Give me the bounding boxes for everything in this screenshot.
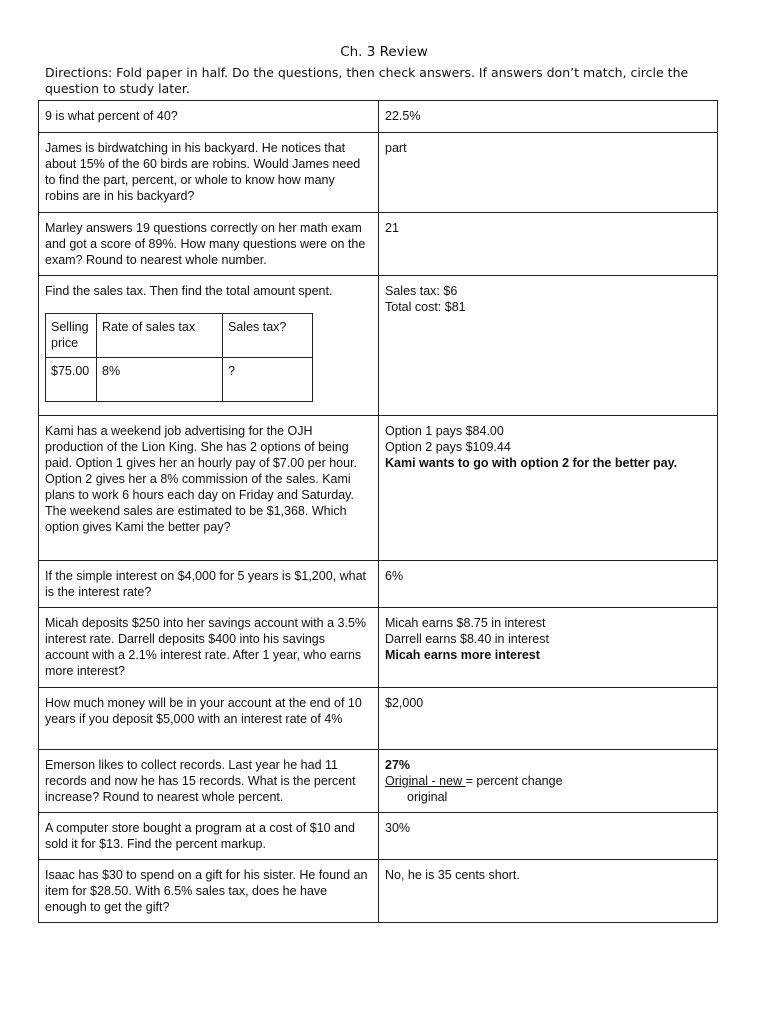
question-cell: James is birdwatching in his backyard. He notices that about 15% of the 60 birds are robins. Would James need to find the part, percent, or whole to know how many robins are in his backyard? (39, 133, 379, 213)
rate-value: 8% (97, 358, 223, 402)
sales-tax-value-row (46, 358, 313, 402)
question-cell: How much money will be in your account at the end of 10 years if you deposit $5,000 with an interest rate of 4% (39, 688, 379, 750)
sales-tax-header-row (46, 314, 313, 358)
question-cell: Kami has a weekend job advertising for the OJH production of the Lion King. She has 2 options of being paid. Option 1 gives her an hourly pay of $7.00 per hour. Option 2 gives her a 8% commission of the sales. Kami plans to work 6 hours each day on Friday and Saturday. The weekend sales are estimated to be $1,368. Which option gives Kami the better pay? (39, 416, 379, 561)
selling-price-header: Selling price (46, 314, 97, 358)
sales-tax-header: Sales tax? (223, 314, 313, 358)
answer-cell (379, 416, 718, 561)
sales-tax-table (45, 313, 313, 402)
answer-cell: 6% (379, 561, 718, 608)
table-row (39, 276, 718, 416)
page-title: Ch. 3 Review (340, 44, 428, 60)
question-cell (39, 276, 379, 416)
answer-line: Total cost: $81 (385, 300, 466, 314)
answer-conclusion: Micah earns more interest (385, 648, 540, 662)
formula-denominator: original (407, 790, 448, 804)
answer-cell: No, he is 35 cents short. (379, 860, 718, 923)
table-row (39, 213, 718, 276)
formula-numerator: Original - new (385, 774, 466, 788)
question-cell: 9 is what percent of 40? (39, 101, 379, 133)
table-row (39, 416, 718, 561)
formula-result: = percent change (465, 774, 563, 788)
table-row (39, 101, 718, 133)
question-cell: Marley answers 19 questions correctly on her math exam and got a score of 89%. How many questions were on the exam? Round to nearest whole number. (39, 213, 379, 276)
answer-conclusion: 27% (385, 758, 411, 772)
question-cell: Emerson likes to collect records. Last year he had 11 records and now he has 15 records. What is the percent increase? Round to nearest whole percent. (39, 750, 379, 813)
answer-line: Option 2 pays $109.44 (385, 440, 511, 454)
question-cell: If the simple interest on $4,000 for 5 years is $1,200, what is the interest rate? (39, 561, 379, 608)
answer-cell: 30% (379, 813, 718, 860)
answer-line: Option 1 pays $84.00 (385, 424, 504, 438)
review-table (38, 100, 718, 923)
table-row (39, 688, 718, 750)
table-row (39, 750, 718, 813)
answer-cell: 21 (379, 213, 718, 276)
answer-cell: 22.5% (379, 101, 718, 133)
answer-conclusion: Kami wants to go with option 2 for the better pay. (385, 456, 678, 470)
answer-cell: part (379, 133, 718, 213)
answer-cell (379, 608, 718, 688)
answer-cell (379, 276, 718, 416)
table-row (39, 813, 718, 860)
sales-tax-value: ? (223, 358, 313, 402)
answer-cell: $2,000 (379, 688, 718, 750)
answer-line: Sales tax: $6 (385, 284, 458, 298)
question-cell: Micah deposits $250 into her savings account with a 3.5% interest rate. Darrell deposits $400 into his savings account with a 2.1% interest rate. After 1 year, who earns more interest? (39, 608, 379, 688)
answer-line: Micah earns $8.75 in interest (385, 616, 546, 630)
question-cell: Isaac has $30 to spend on a gift for his sister. He found an item for $28.50. With 6.5% sales tax, does he have enough to get the gift? (39, 860, 379, 923)
answer-cell (379, 750, 718, 813)
table-row (39, 133, 718, 213)
question-text: Find the sales tax. Then find the total amount spent. (45, 284, 333, 298)
table-row (39, 860, 718, 923)
answer-line: Darrell earns $8.40 in interest (385, 632, 549, 646)
table-row (39, 608, 718, 688)
rate-header: Rate of sales tax (97, 314, 223, 358)
selling-price-value: $75.00 (46, 358, 97, 402)
question-cell: A computer store bought a program at a cost of $10 and sold it for $13. Find the percent markup. (39, 813, 379, 860)
formula-line (385, 773, 711, 789)
directions-text: Directions: Fold paper in half. Do the questions, then check answers. If answers don’t match, circle the question to study later. (45, 65, 689, 96)
table-row (39, 561, 718, 608)
